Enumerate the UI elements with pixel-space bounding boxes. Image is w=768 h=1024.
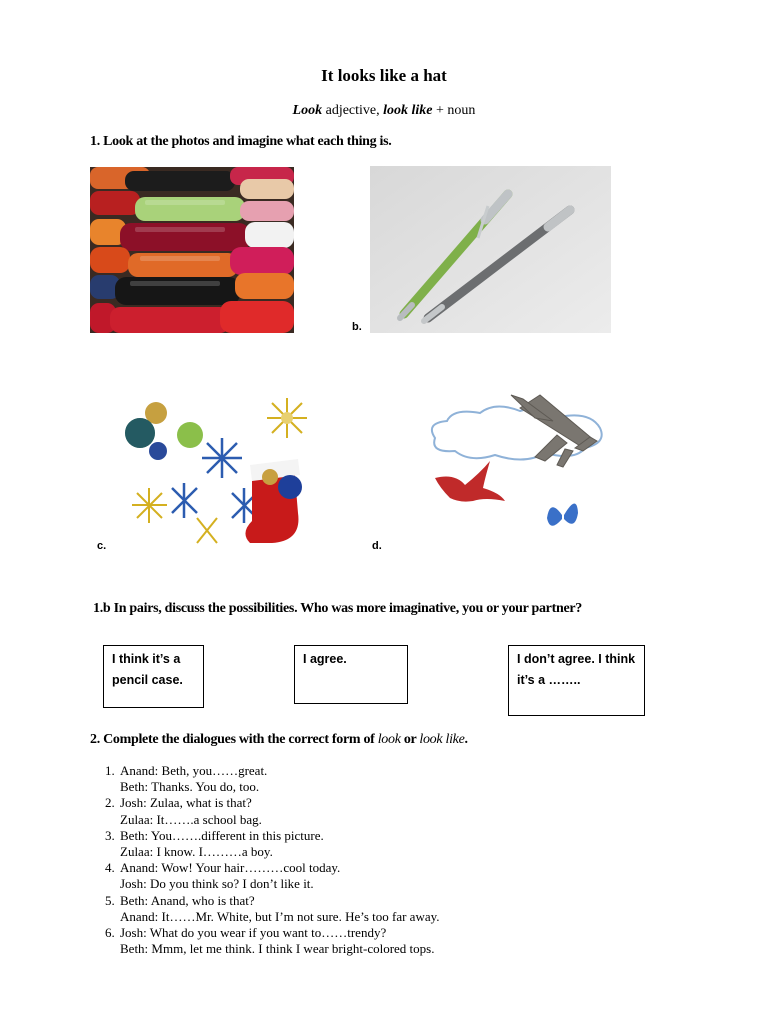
- speech-box-3-line-2: it’s a ……..: [517, 673, 581, 687]
- section-2-look-like: look like: [419, 732, 465, 747]
- dialogue-1-line-b: Beth: Thanks. You do, too.: [120, 779, 260, 795]
- photo-d-plane-cloud-bird-butterfly: [425, 393, 610, 538]
- photo-d-label: d.: [372, 540, 382, 552]
- dialogue-3-line-b: Zulaa: I know. I………a boy.: [120, 844, 273, 860]
- dialogue-5-line-a: 5. Beth: Anand, who is that?: [120, 892, 255, 908]
- section-1-heading: 1. Look at the photos and imagine what each thing is.: [90, 134, 392, 149]
- dialogue-4-line-b: Josh: Do you think so? I don’t like it.: [120, 876, 314, 892]
- worksheet-subtitle: [0, 103, 768, 119]
- section-2-end: .: [464, 732, 468, 747]
- speech-box-1: [103, 645, 204, 708]
- dialogue-list: [104, 763, 598, 957]
- section-1b-heading: 1.b In pairs, discuss the possibilities. Who was more imaginative, you or your partner?: [93, 601, 582, 616]
- speech-box-3-line-1: I don’t agree. I think: [517, 652, 636, 666]
- dialogue-6-line-b: Beth: Mmm, let me think. I think I wear bright-colored tops.: [120, 941, 435, 957]
- photo-b-label: b.: [352, 321, 362, 333]
- dialogue-1-line-a: 1. Anand: Beth, you……great.: [120, 763, 268, 778]
- section-2-or: or: [400, 732, 420, 747]
- photo-b-pens: [370, 166, 611, 333]
- dialogue-item-6: [118, 925, 598, 957]
- photo-c-label: c.: [97, 540, 107, 552]
- speech-box-2: [294, 645, 408, 704]
- subtitle-noun: + noun: [432, 103, 476, 118]
- speech-box-1-line-2: pencil case.: [112, 673, 183, 687]
- speech-box-2-line-1: I agree.: [303, 652, 347, 666]
- dialogue-2-line-b: Zulaa: It…….a school bag.: [120, 811, 262, 827]
- dialogue-item-4: [118, 860, 598, 892]
- section-2-look: look: [377, 732, 401, 747]
- section-2-heading-start: 2. Complete the dialogues with the correct form of: [90, 732, 378, 747]
- subtitle-look-like: look like: [383, 103, 433, 118]
- dialogue-item-2: [118, 795, 598, 827]
- dialogue-item-5: [118, 893, 598, 925]
- speech-box-1-line-1: I think it’s a: [112, 652, 181, 666]
- subtitle-look: Look: [292, 103, 323, 118]
- dialogue-item-1: [118, 763, 598, 795]
- photo-a-pencil-cases: [90, 167, 294, 333]
- photo-c-christmas-decorations: [112, 393, 312, 550]
- dialogue-item-3: [118, 828, 598, 860]
- subtitle-adjective: adjective,: [322, 103, 384, 118]
- worksheet-title: It looks like a hat: [321, 66, 447, 85]
- dialogue-6-line-a: 6. Josh: What do you wear if you want to……trendy?: [120, 925, 387, 941]
- dialogue-3-line-a: 3. Beth: You…….different in this picture.: [120, 827, 324, 843]
- dialogue-4-line-a: 4. Anand: Wow! Your hair………cool today.: [120, 860, 341, 876]
- dialogue-5-line-b: Anand: It……Mr. White, but I’m not sure. He’s too far away.: [120, 908, 440, 924]
- dialogue-2-line-a: 2. Josh: Zulaa, what is that?: [120, 795, 252, 811]
- speech-box-3: [508, 645, 645, 716]
- section-2-heading: [90, 732, 468, 748]
